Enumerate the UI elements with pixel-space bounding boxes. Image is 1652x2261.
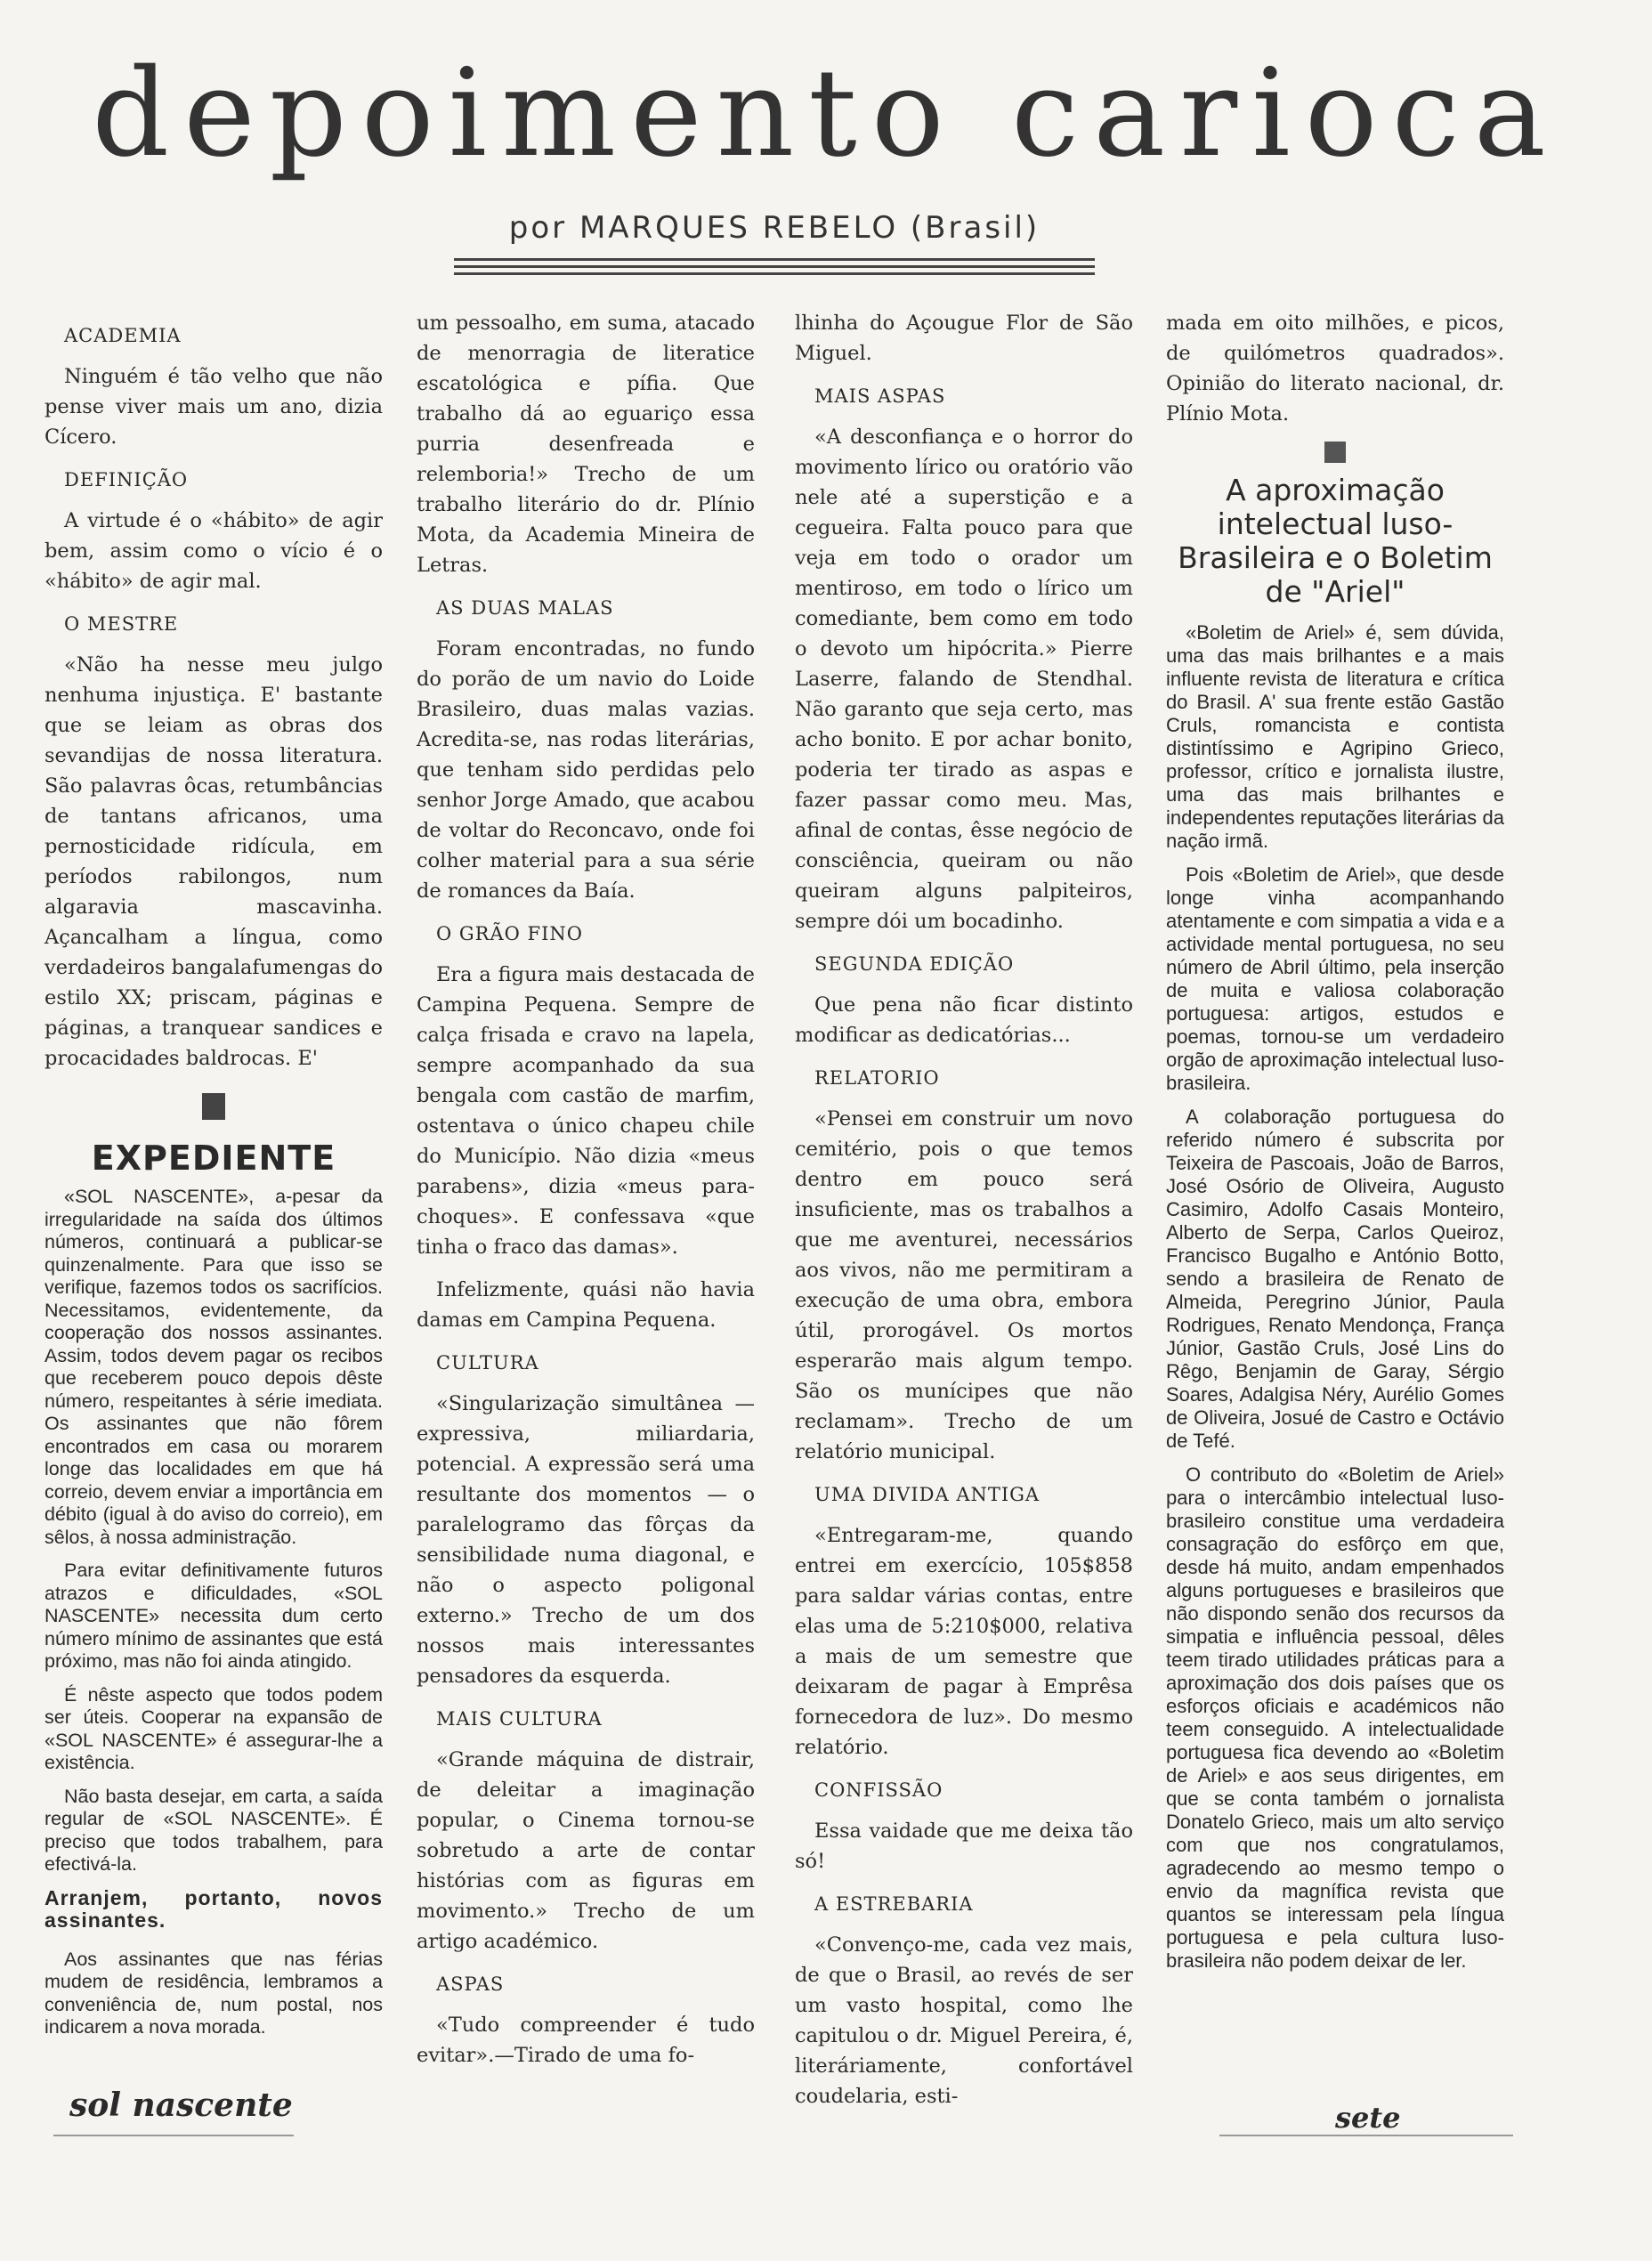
paragraph: «Boletim de Ariel» é, sem dúvida, uma das mais brilhantes e a mais influente revista de literatura e crítica do Brasil. A' sua frente estão Gastão Cruls, romancista e contista distintíssimo e Agripino Grieco, professor, crítico e jornalista ilustre, uma das mais brilhantes e independentes reputações literárias da nação irmã.	[1166, 621, 1504, 852]
column-2	[417, 308, 755, 2083]
expediente-heading: EXPEDIENTE	[91, 1139, 336, 1178]
paragraph: Infelizmente, quási não havia damas em Campina Pequena.	[417, 1278, 755, 1332]
paragraph: «Grande máquina de distrair, de deleitar a imaginação popular, o Cinema tornou-se sobretudo a arte de contar histórias com as figuras em movimento.» Trecho de um artigo académico.	[417, 1748, 755, 1953]
paragraph: «Singularização simultânea — expressiva, miliardaria, potencial. A expressão será uma resultante dos momentos — o paralelogramo das fôrças da sensibilidade numa diagonal, e não o aspecto poligonal externo.» Trecho de um dos nossos mais interessantes pensadores da esquerda.	[417, 1392, 755, 1688]
column-1	[45, 308, 383, 2050]
section-heading: O MESTRE	[64, 613, 179, 635]
paragraph: «Convenço-me, cada vez mais, de que o Brasil, ao revés de ser um vasto hospital, como lhe capitulou o dr. Miguel Pereira, é, literáriamente, confortável coudelaria, esti-	[795, 1933, 1133, 2108]
title-rule	[454, 258, 1095, 280]
section-heading: RELATORIO	[814, 1067, 940, 1089]
column-4	[1166, 308, 1504, 1983]
paragraph: «Pensei em construir um novo cemitério, pois o que temos dentro em pouco será insuficiente, mas os trabalhos a que me aventurei, necessários aos vivos, não me permitiram a execução de uma obra, embora útil, prorogável. Os mortos esperarão mais algum tempo. São os munícipes que não reclamam». Trecho de um relatório municipal.	[795, 1107, 1133, 1463]
paragraph: «SOL NASCENTE», a-pesar da irregularidade na saída dos últimos números, continuará a publicar-se quinzenalmente. Para que isso se verifique, fazemos todos os sacrifícios. Necessitamos, evidentemente, da cooperação dos nossos assinantes. Assim, todos devem pagar os recibos que receberem pouco depois dêste número, respeitantes à série imediata. Os assinantes que não fôrem encontrados em casa ou morarem longe das localidades em que há correio, devem enviar a importância em débito (igual à do aviso do correio), em sêlos, à nossa administração.	[45, 1186, 383, 1548]
paragraph: Ninguém é tão velho que não pense viver mais um ano, dizia Cícero.	[45, 365, 383, 449]
section-heading: MAIS ASPAS	[814, 385, 946, 407]
ariel-article-title: A aproximação intelectual luso-Brasileira e o Boletim de "Ariel"	[1178, 473, 1493, 609]
section-heading: ASPAS	[436, 1973, 505, 1995]
section-heading: O GRÃO FINO	[436, 923, 583, 944]
expediente-body	[45, 1186, 383, 2039]
paragraph: «Tudo compreender é tudo evitar».—Tirado de uma fo-	[417, 2014, 755, 2067]
section-heading: MAIS CULTURA	[436, 1708, 603, 1730]
section-heading: DEFINIÇÃO	[64, 469, 189, 490]
ornament-square	[1324, 442, 1346, 463]
byline: por MARQUES REBELO (Brasil)	[508, 210, 1041, 246]
paragraph: um pessoalho, em suma, atacado de menorragia de literatice escatológica e pífia. Que trabalho dá ao eguariço essa purria desenfreada e relemboria!» Trecho de um trabalho literário do dr. Plínio Mota, da Academia Mineira de Letras.	[417, 312, 755, 577]
section-heading: AS DUAS MALAS	[436, 597, 614, 619]
footer-publication-name: sol nascente	[69, 2087, 293, 2124]
paragraph: mada em oito milhões, e picos, de quilómetros quadrados». Opinião do literato nacional, dr. Plínio Mota.	[1166, 312, 1504, 425]
paragraph: A colaboração portuguesa do referido número é subscrita por Teixeira de Pascoais, João de Barros, José Osório de Oliveira, Augusto Casimiro, Adolfo Casais Monteiro, Alberto de Serpa, Carlos Queiroz, Francisco Bugalho e António Botto, sendo a brasileira de Renato de Almeida, Peregrino Júnior, Paula Rodrigues, Renato Mendonça, França Júnior, Gastão Cruls, José Lins do Rêgo, Benjamin de Garay, Sérgio Soares, Adalgisa Néry, Aurélio Gomes de Oliveira, Josué de Castro e Octávio de Tefé.	[1166, 1106, 1504, 1452]
paragraph: Essa vaidade que me deixa tão só!	[795, 1819, 1133, 1873]
ornament-square	[202, 1093, 225, 1120]
footer-rule	[53, 2135, 294, 2136]
section-heading: A ESTREBARIA	[814, 1893, 974, 1915]
paragraph: «Entregaram-me, quando entrei em exercício, 105$858 para saldar várias contas, entre elas uma de 5:210$000, relativa a mais de um semestre que deixaram de pagar à Emprêsa fornecedora de luz». Do mesmo relatório.	[795, 1524, 1133, 1759]
paragraph: Foram encontradas, no fundo do porão de um navio do Loide Brasileiro, duas malas vazias. Acredita-se, nas rodas literárias, que tenham sido perdidas pelo senhor Jorge Amado, que acabou de voltar do Reconcavo, onde foi colher material para a sua série de romances da Baía.	[417, 637, 755, 903]
paragraph: «A desconfiança e o horror do movimento lírico ou oratório vão nele até a superstição e a cegueira. Falta pouco para que veja em todo o orador um mentiroso, em todo o lírico um comediante, bem como em todo o devoto um hipócrita.» Pierre Laserre, falando de Stendhal. Não garanto que seja certo, mas acho bonito. E por achar bonito, poderia ter tirado as aspas e fazer passar como meu. Mas, afinal de contas, êsse negócio de consciência, queiram ou não queiram alguns palpiteiros, sempre dói um bocadinho.	[795, 425, 1133, 933]
paragraph: É nêste aspecto que todos podem ser úteis. Cooperar na expansão de «SOL NASCENTE» é assegurar-lhe a existência.	[45, 1683, 383, 1773]
section-heading: UMA DIVIDA ANTIGA	[814, 1484, 1041, 1505]
section-heading: SEGUNDA EDIÇÃO	[814, 953, 1015, 975]
paragraph: Para evitar definitivamente futuros atrazos e dificuldades, «SOL NASCENTE» necessita dum certo número mínimo de assinantes que está próximo, mas não foi ainda atingido.	[45, 1560, 383, 1672]
section-heading: CULTURA	[436, 1352, 539, 1374]
paragraph: Pois «Boletim de Ariel», que desde longe vinha acompanhando atentamente e com simpatia a vida e a actividade mental portuguesa, no seu número de Abril último, pela inserção de muita e valiosa colaboração portuguesa: artigos, estudos e poemas, tornou-se um verdadeiro orgão de aproximação intelectual luso-brasileira.	[1166, 863, 1504, 1094]
paragraph: Aos assinantes que nas férias mudem de residência, lembramos a conveniência de, num postal, nos indicarem a nova morada.	[45, 1948, 383, 2038]
paragraph: Que pena não ficar distinto modificar as dedicatórias...	[795, 993, 1133, 1047]
ariel-article-body	[1166, 621, 1504, 1973]
column-3	[795, 308, 1133, 2124]
call-to-action: Arranjem, portanto, novos assinantes.	[45, 1885, 383, 1932]
paragraph: Não basta desejar, em carta, a saída regular de «SOL NASCENTE». É preciso que todos trabalhem, para efectivá-la.	[45, 1785, 383, 1875]
paragraph: «Não ha nesse meu julgo nenhuma injustiça. E' bastante que se leiam as obras dos sevandijas de nossa literatura. São palavras ôcas, retumbâncias de tantans africanos, uma pernosticidade ridícula, em períodos rabilongos, num algaravia mascavinha. Açancalham a língua, como verdadeiros bangalafumengas do estilo XX; priscam, páginas e páginas, a tranquear sandices e procacidades baldrocas. E'	[45, 653, 383, 1070]
footer-page-number: sete	[1335, 2101, 1401, 2135]
paragraph: O contributo do «Boletim de Ariel» para o intercâmbio intelectual luso-brasileiro constitue uma verdadeira consagração do esfôrço em que, desde há muito, andam empenhados alguns portugueses e brasileiros que não dispondo senão dos recursos da simpatia e influência pessoal, dêles teem tirado utilidades práticas para a aproximação dos dois países que os esforços oficiais e académicos não teem conseguido. A intelectualidade portuguesa fica devendo ao «Boletim de Ariel» e aos seus dirigentes, em que se conta também o jornalista Donatelo Grieco, mais um alto serviço com que nos congratulamos, agradecendo ao mesmo tempo o envio da magnífica revista que quantos se interessam pela língua portuguesa e pela cultura luso-brasileira não podem deixar de ler.	[1166, 1463, 1504, 1972]
paragraph: lhinha do Açougue Flor de São Miguel.	[795, 312, 1133, 365]
paragraph: A virtude é o «hábito» de agir bem, assim como o vício é o «hábito» de agir mal.	[45, 509, 383, 593]
paragraph: Era a figura mais destacada de Campina Pequena. Sempre de calça frisada e cravo na lapela, sempre acompanhado da sua bengala com castão de marfim, ostentava o único chapeu chile do Município. Não dizia «meus parabens», dizia «meus para-choques». E confessava «que tinha o fraco das damas».	[417, 963, 755, 1259]
article-title: depoimento carioca	[92, 44, 1560, 184]
section-heading: ACADEMIA	[64, 325, 182, 346]
section-heading: CONFISSÃO	[814, 1779, 943, 1801]
footer-rule	[1219, 2135, 1513, 2136]
